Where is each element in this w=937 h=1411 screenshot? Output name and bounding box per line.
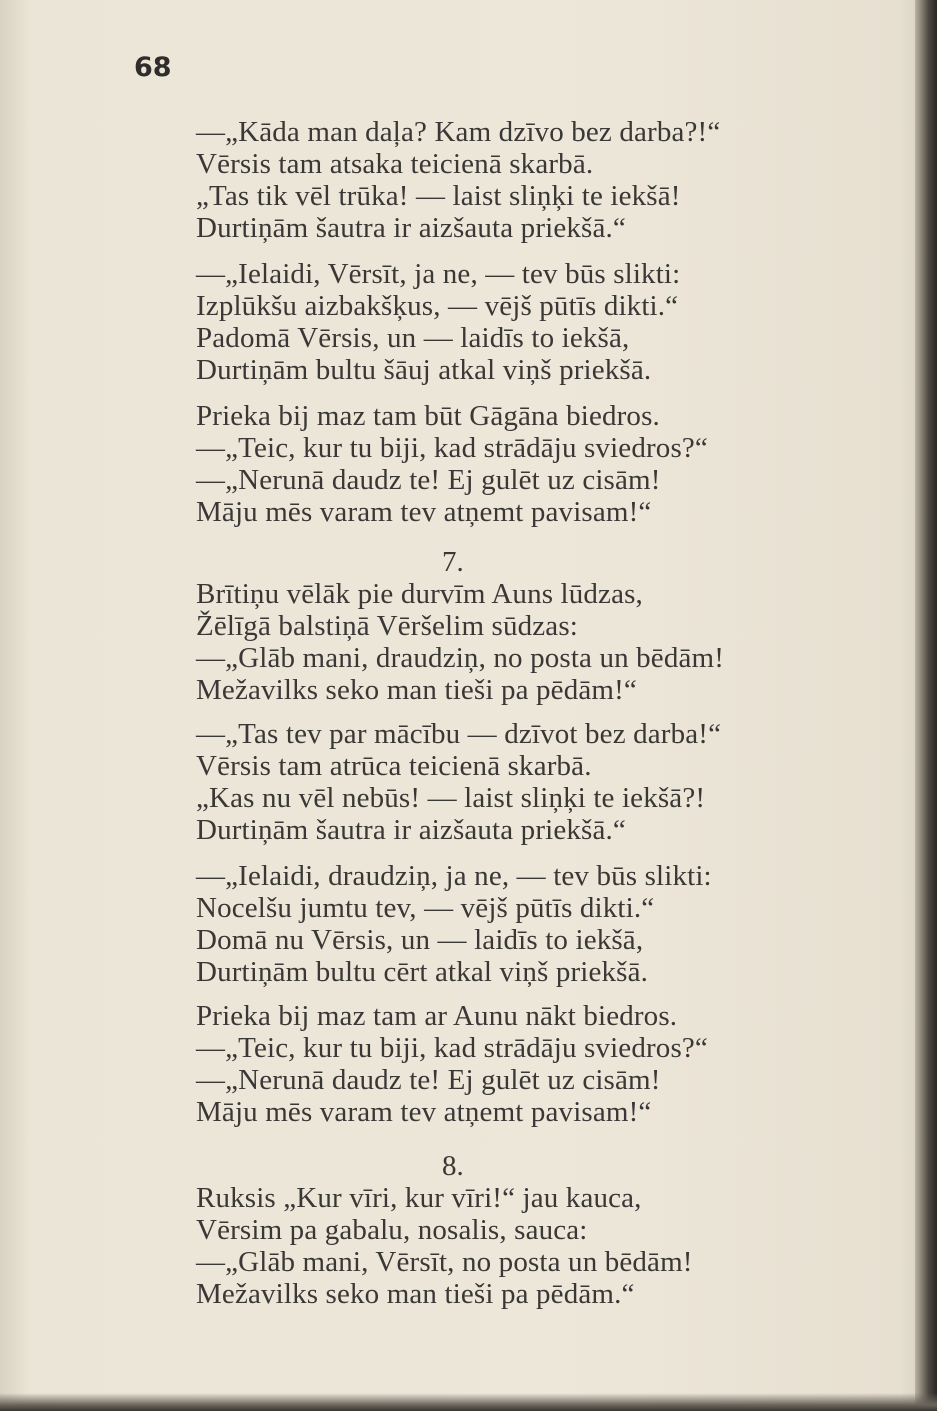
- poem-line: Mežavilks seko man tieši pa pēdām.“: [196, 1278, 635, 1310]
- poem-line: —„Kāda man daļa? Kam dzīvo bez darba?!“: [196, 116, 721, 148]
- poem-line: Padomā Vērsis, un — laidīs to iekšā,: [196, 322, 630, 354]
- poem-line: Žēlīgā balstiņā Vēršelim sūdzas:: [196, 610, 578, 642]
- poem-line: —„Tas tev par mācību — dzīvot bez darba!“: [196, 718, 722, 750]
- poem-line: Domā nu Vērsis, un — laidīs to iekšā,: [196, 924, 644, 956]
- poem-line: —„Nerunā daudz te! Ej gulēt uz cisām!: [196, 464, 661, 496]
- poem-line: Māju mēs varam tev atņemt pavisam!“: [196, 496, 652, 528]
- poem-line: „Kas nu vēl nebūs! — laist sliņķi te iekšā?!: [196, 782, 706, 814]
- poem-line: Māju mēs varam tev atņemt pavisam!“: [196, 1096, 652, 1128]
- page-number: 68: [134, 52, 172, 83]
- section-number: 8.: [442, 1150, 464, 1182]
- poem-line: Vērsis tam atsaka teicienā skarbā.: [196, 148, 594, 180]
- poem-line: „Tas tik vēl trūka! — laist sliņķi te iekšā!: [196, 180, 681, 212]
- poem-line: Mežavilks seko man tieši pa pēdām!“: [196, 674, 637, 706]
- poem-line: Ruksis „Kur vīri, kur vīri!“ jau kauca,: [196, 1182, 642, 1214]
- poem-line: Prieka bij maz tam ar Aunu nākt biedros.: [196, 1000, 678, 1032]
- poem-line: —„Teic, kur tu biji, kad strādāju sviedros?“: [196, 1032, 708, 1064]
- poem-line: —„Ielaidi, Vērsīt, ja ne, — tev būs slikti:: [196, 258, 681, 290]
- poem-line: Durtiņām šautra ir aizšauta priekšā.“: [196, 814, 626, 846]
- poem-line: Durtiņām bultu šāuj atkal viņš priekšā.: [196, 354, 652, 386]
- poem-line: —„Glāb mani, Vērsīt, no posta un bēdām!: [196, 1246, 693, 1278]
- poem-line: —„Ielaidi, draudziņ, ja ne, — tev būs slikti:: [196, 860, 712, 892]
- poem-line: Vērsim pa gabalu, nosalis, sauca:: [196, 1214, 588, 1246]
- poem-line: Durtiņām šautra ir aizšauta priekšā.“: [196, 212, 626, 244]
- poem-line: Vērsis tam atrūca teicienā skarbā.: [196, 750, 592, 782]
- poem-line: —„Teic, kur tu biji, kad strādāju sviedros?“: [196, 432, 708, 464]
- poem-line: Brītiņu vēlāk pie durvīm Auns lūdzas,: [196, 578, 643, 610]
- poem-line: —„Nerunā daudz te! Ej gulēt uz cisām!: [196, 1064, 661, 1096]
- poem-line: Nocelšu jumtu tev, — vējš pūtīs dikti.“: [196, 892, 655, 924]
- section-number: 7.: [442, 546, 464, 578]
- poem-line: Izplūkšu aizbakšķus, — vējš pūtīs dikti.“: [196, 290, 679, 322]
- poem-line: Prieka bij maz tam būt Gāgāna biedros.: [196, 400, 660, 432]
- poem-line: Durtiņām bultu cērt atkal viņš priekšā.: [196, 956, 649, 988]
- poem-line: —„Glāb mani, draudziņ, no posta un bēdām!: [196, 642, 725, 674]
